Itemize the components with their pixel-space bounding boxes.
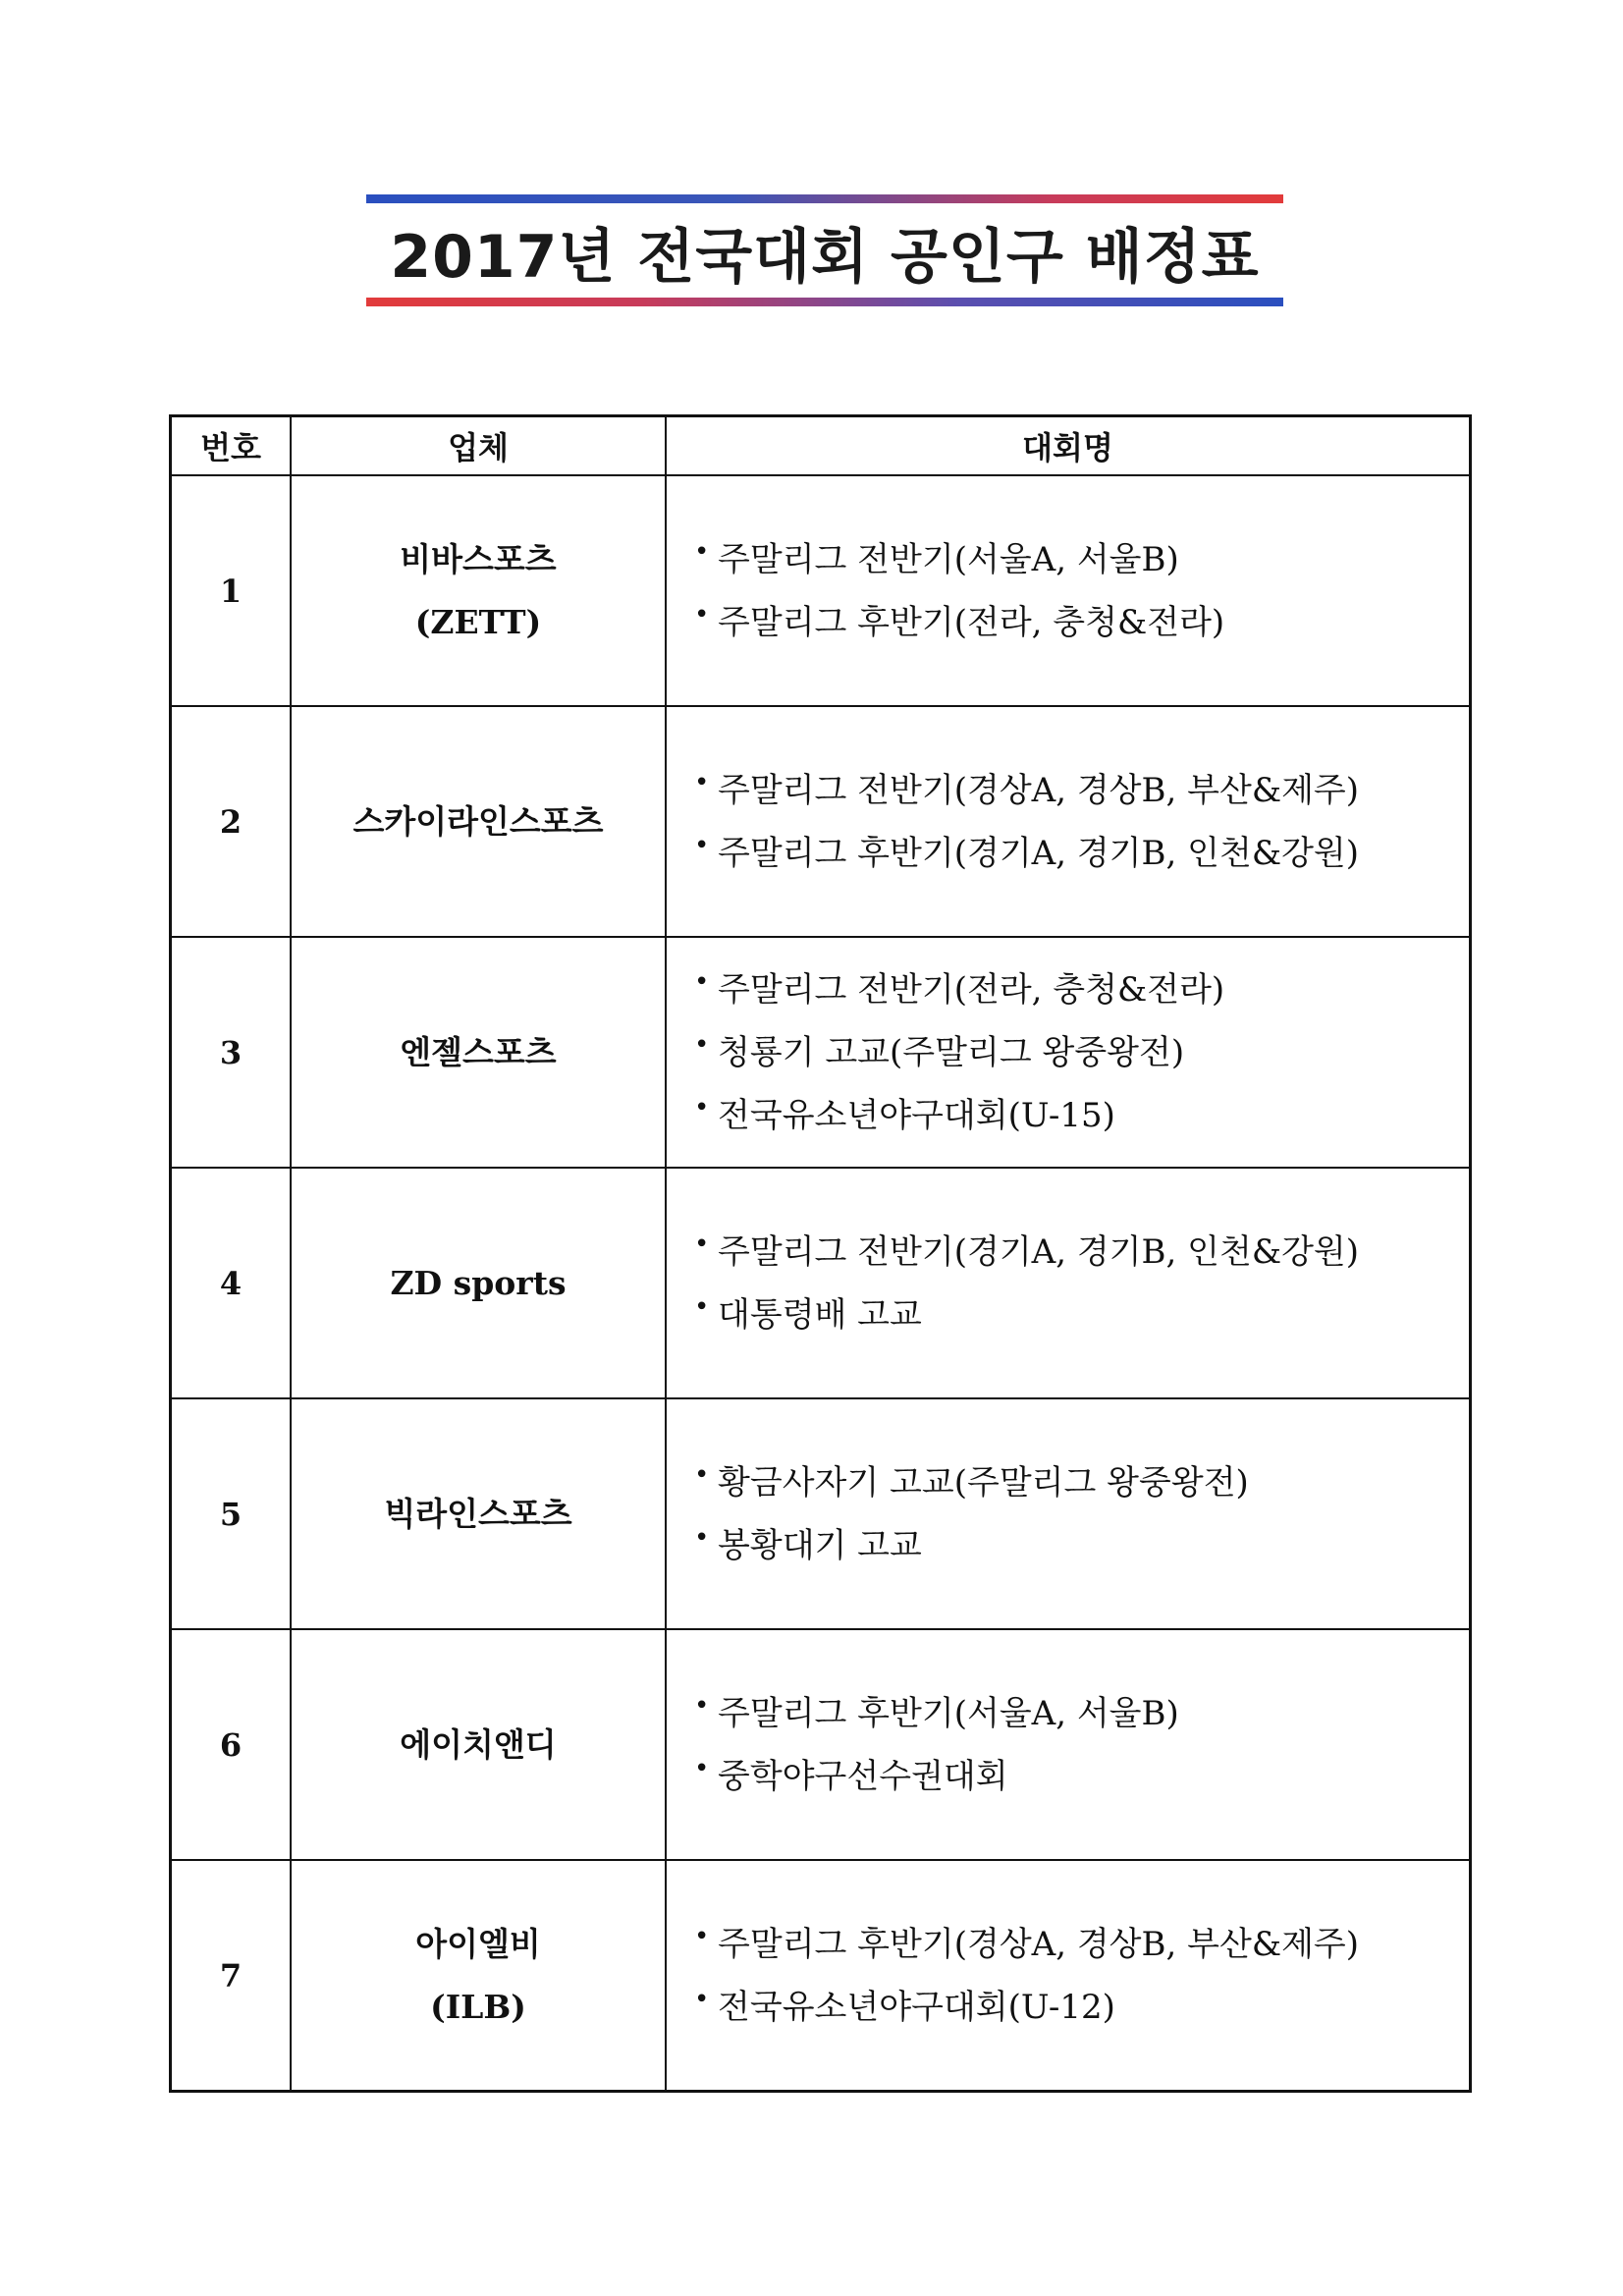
tournament-item: • 전국유소년야구대회(U-12) [694, 1976, 1469, 2039]
table-row [171, 1168, 1471, 1398]
page-title: 2017년 전국대회 공인구 배정표 [390, 223, 1260, 292]
tournament-list [694, 528, 1469, 654]
tournament-item: • 중학야구선수권대회 [694, 1745, 1469, 1808]
row-number: 1 [171, 475, 292, 706]
company-name: 스카이라인스포츠 [352, 801, 604, 841]
tournament-item: • 주말리그 후반기(경기A, 경기B, 인천&강원) [694, 822, 1469, 885]
company-cell [291, 475, 666, 706]
tournament-list [694, 1221, 1469, 1346]
ball-assignment-table [169, 414, 1472, 2093]
company-cell [291, 1398, 666, 1629]
table-row [171, 937, 1471, 1168]
tournament-list [694, 1913, 1469, 2039]
tournament-item: • 주말리그 전반기(경상A, 경상B, 부산&제주) [694, 759, 1469, 822]
header-number: 번호 [171, 416, 292, 476]
tournament-item: • 주말리그 후반기(전라, 충청&전라) [694, 591, 1469, 654]
company-name: (ILB) [430, 1987, 526, 2026]
title-block [366, 194, 1283, 306]
tournament-item: • 주말리그 전반기(경기A, 경기B, 인천&강원) [694, 1221, 1469, 1284]
tournament-cell [666, 1168, 1471, 1398]
tournament-cell [666, 706, 1471, 937]
title-top-rule [366, 194, 1283, 203]
tournament-item: • 주말리그 후반기(경상A, 경상B, 부산&제주) [694, 1913, 1469, 1976]
table-body [171, 475, 1471, 2092]
company-name: 엔젤스포츠 [400, 1032, 557, 1071]
tournament-cell [666, 1398, 1471, 1629]
company-cell [291, 1168, 666, 1398]
row-number: 4 [171, 1168, 292, 1398]
row-number: 7 [171, 1860, 292, 2092]
table-row [171, 1629, 1471, 1860]
row-number: 6 [171, 1629, 292, 1860]
title-bottom-rule [366, 298, 1283, 306]
tournament-item: • 봉황대기 고교 [694, 1514, 1469, 1577]
row-number: 5 [171, 1398, 292, 1629]
company-name: 에이치앤디 [400, 1724, 557, 1764]
tournament-item: • 황금사자기 고교(주말리그 왕중왕전) [694, 1451, 1469, 1514]
tournament-item: • 주말리그 후반기(서울A, 서울B) [694, 1682, 1469, 1745]
tournament-cell [666, 1629, 1471, 1860]
header-company: 업체 [291, 416, 666, 476]
row-number: 2 [171, 706, 292, 937]
table-row [171, 1860, 1471, 2092]
tournament-item: • 주말리그 전반기(전라, 충청&전라) [694, 958, 1469, 1021]
header-row [171, 416, 1471, 476]
tournament-item: • 청룡기 고교(주말리그 왕중왕전) [694, 1021, 1469, 1084]
tournament-list [694, 1451, 1469, 1577]
header-tournament: 대회명 [666, 416, 1471, 476]
company-name: (ZETT) [414, 602, 542, 641]
tournament-list [694, 958, 1469, 1147]
tournament-item: • 대통령배 고교 [694, 1284, 1469, 1346]
company-name: 아이엘비 [415, 1924, 541, 1963]
table-row [171, 706, 1471, 937]
tournament-cell [666, 937, 1471, 1168]
company-cell [291, 1629, 666, 1860]
tournament-item: • 전국유소년야구대회(U-15) [694, 1084, 1469, 1147]
table-row [171, 475, 1471, 706]
table-row [171, 1398, 1471, 1629]
company-name: ZD sports [390, 1263, 567, 1302]
tournament-cell [666, 1860, 1471, 2092]
company-name: 빅라인스포츠 [384, 1494, 572, 1533]
company-cell [291, 1860, 666, 2092]
tournament-cell [666, 475, 1471, 706]
company-cell [291, 706, 666, 937]
row-number: 3 [171, 937, 292, 1168]
company-cell [291, 937, 666, 1168]
tournament-list [694, 759, 1469, 885]
tournament-item: • 주말리그 전반기(서울A, 서울B) [694, 528, 1469, 591]
company-name: 비바스포츠 [400, 539, 557, 578]
tournament-list [694, 1682, 1469, 1808]
